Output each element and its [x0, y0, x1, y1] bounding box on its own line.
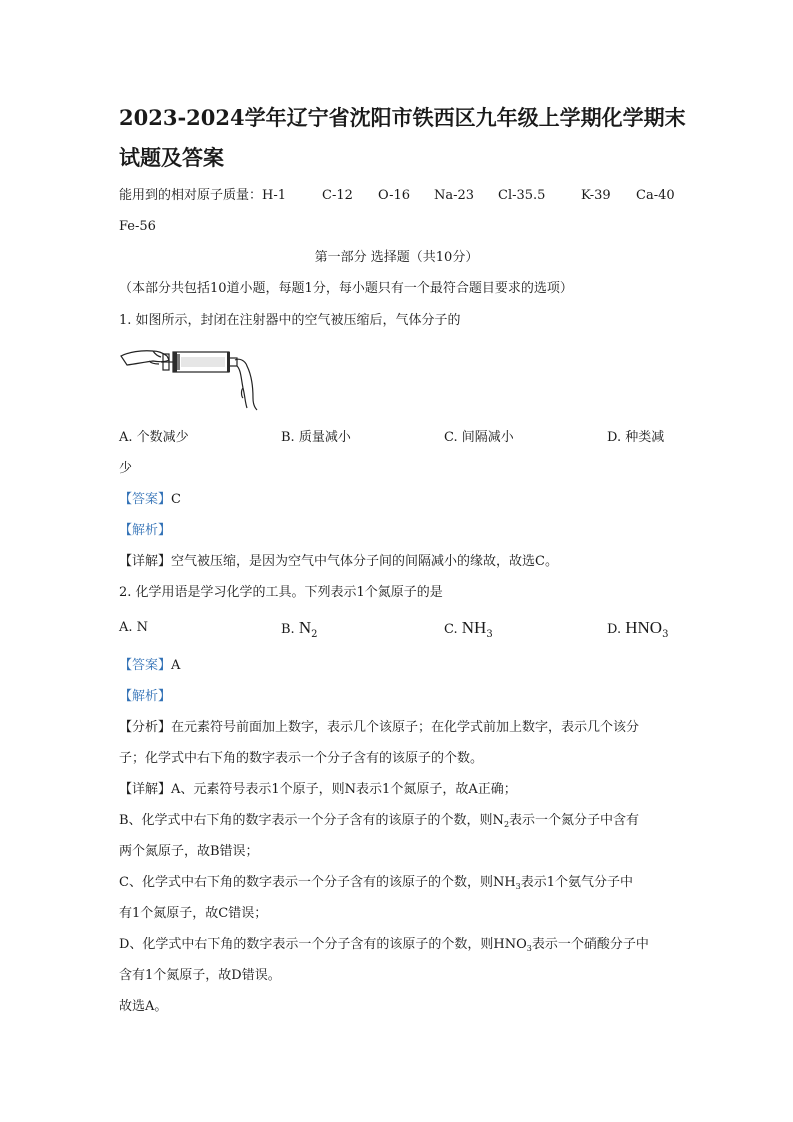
- atomic-mass-k: K-39: [581, 188, 611, 203]
- q1-option-b: B. 质量减小: [281, 430, 351, 445]
- q2-detail-d-line1: [119, 937, 649, 957]
- doc-title-line1: 2023-2024学年辽宁省沈阳市铁西区九年级上学期化学期末: [119, 105, 686, 130]
- q2-detail-b-sub: 2: [503, 820, 510, 829]
- q2-option-b-formula: N: [298, 618, 312, 637]
- q1-answer: [119, 492, 181, 508]
- q2-option-b: [281, 620, 317, 643]
- q1-option-a: A. 个数减少: [119, 430, 189, 445]
- q1-answer-value: C: [171, 492, 181, 507]
- q2-analysis-tag: 【解析】: [119, 689, 172, 704]
- q1-option-c: C. 间隔减小: [444, 430, 514, 445]
- q2-option-c-label: C.: [444, 622, 458, 637]
- q2-option-c: [444, 620, 493, 643]
- atomic-mass-label: 能用到的相对原子质量：H-1: [119, 188, 287, 203]
- q2-detail-d-sub: 3: [526, 944, 532, 953]
- q2-answer: [119, 658, 180, 674]
- q2-analysis-head-tag: 【分析】: [119, 720, 172, 735]
- q2-option-c-sub: 3: [486, 629, 493, 640]
- part1-heading: 第一部分 选择题（共10分）: [314, 250, 479, 265]
- q2-detail-c-line1: [119, 875, 633, 895]
- q2-detail-d-line2: 含有1个氮原子，故D错误。: [119, 968, 281, 983]
- q1-detail-tag: 【详解】: [119, 554, 172, 569]
- q2-detail-b-post: 表示一个氮分子中含有: [509, 813, 640, 828]
- q2-detail-a-text: A、元素符号表示1个原子，则N表示1个氮原子，故A正确；: [171, 782, 517, 797]
- q1-analysis-tag: 【解析】: [119, 523, 172, 538]
- q1-stem: 1. 如图所示，封闭在注射器中的空气被压缩后，气体分子的: [119, 313, 461, 328]
- q2-detail-c-sub: 3: [515, 882, 521, 891]
- q2-detail-b-line2: 两个氮原子，故B错误；: [119, 844, 259, 859]
- q2-detail-b-pre: B、化学式中右下角的数字表示一个分子含有的该原子的个数，则N: [119, 813, 504, 828]
- atomic-mass-ca: Ca-40: [636, 188, 675, 203]
- q2-detail-tag: 【详解】: [119, 782, 172, 797]
- q2-detail-c-pre: C、化学式中右下角的数字表示一个分子含有的该原子的个数，则NH: [119, 875, 516, 890]
- atomic-mass-na: Na-23: [434, 188, 475, 203]
- q2-detail-d-pre: D、化学式中右下角的数字表示一个分子含有的该原子的个数，则HNO: [119, 937, 527, 952]
- q2-option-d: [607, 620, 668, 643]
- atomic-mass-c: C-12: [322, 188, 353, 203]
- part1-note: （本部分共包括10道小题，每题1分，每小题只有一个最符合题目要求的选项）: [119, 281, 573, 296]
- q2-detail-a: [119, 782, 517, 798]
- q2-analysis-text1: 在元素符号前面加上数字，表示几个该原子；在化学式前加上数字，表示几个该分: [171, 720, 640, 735]
- q2-option-b-sub: 2: [311, 629, 318, 640]
- q2-option-a: A. N: [119, 620, 149, 635]
- q1-detail: [119, 554, 558, 570]
- q2-option-d-formula: HNO: [625, 618, 663, 637]
- atomic-mass-o: O-16: [378, 188, 411, 203]
- doc-title-line2: 试题及答案: [119, 145, 224, 170]
- q2-option-d-sub: 3: [662, 629, 669, 640]
- atomic-mass-fe: Fe-56: [119, 219, 156, 234]
- q2-detail-b-line1: [119, 813, 639, 833]
- q1-answer-tag: 【答案】: [119, 492, 172, 507]
- q2-detail-c-line2: 有1个氮原子，故C错误；: [119, 906, 268, 921]
- q2-answer-tag: 【答案】: [119, 658, 172, 673]
- syringe-illustration: [119, 340, 259, 412]
- q2-conclusion: 故选A。: [119, 999, 168, 1014]
- q1-option-d-wrap: 少: [119, 461, 133, 476]
- q2-option-d-label: D.: [607, 622, 622, 637]
- q1-option-d: D. 种类减: [607, 430, 665, 445]
- q2-option-b-label: B.: [281, 622, 295, 637]
- atomic-mass-cl: Cl-35.5: [498, 188, 546, 203]
- q2-analysis-line2: 子；化学式中右下角的数字表示一个分子含有的该原子的个数。: [119, 751, 484, 766]
- q2-analysis-line1: [119, 720, 639, 736]
- q2-detail-c-post: 表示1个氨气分子中: [520, 875, 634, 890]
- q2-option-c-formula: NH: [461, 618, 487, 637]
- q2-answer-value: A: [171, 658, 181, 673]
- q2-stem: 2. 化学用语是学习化学的工具。下列表示1个氮原子的是: [119, 585, 443, 600]
- q1-detail-text: 空气被压缩，是因为空气中气体分子间的间隔减小的缘故，故选C。: [171, 554, 558, 569]
- q2-detail-d-post: 表示一个硝酸分子中: [531, 937, 649, 952]
